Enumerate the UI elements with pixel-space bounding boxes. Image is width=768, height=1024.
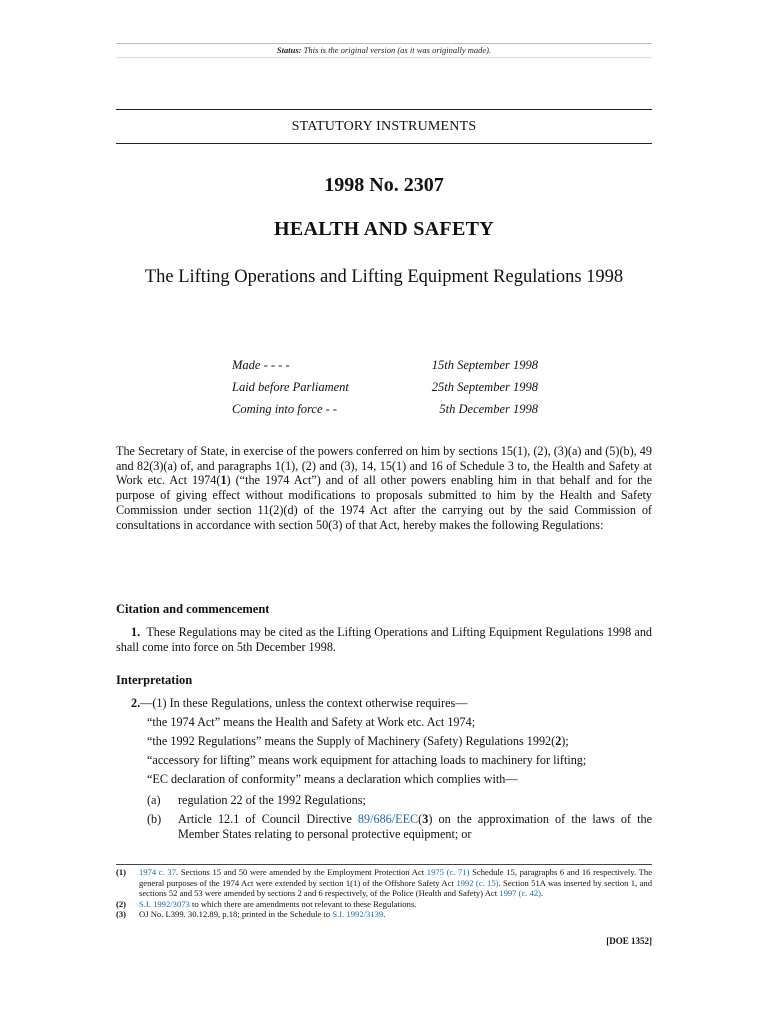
header-bottom-rule bbox=[116, 143, 652, 144]
item-text: ( bbox=[418, 812, 423, 826]
footnote-text: . bbox=[383, 909, 386, 920]
footnote-text: . bbox=[541, 888, 544, 899]
footnote-number: (3) bbox=[116, 909, 127, 920]
regulation-number: 1. bbox=[131, 625, 141, 639]
citation-heading: Citation and commencement bbox=[116, 602, 270, 616]
date-label: Coming into force - - bbox=[232, 402, 338, 416]
footnote-3 bbox=[116, 909, 652, 920]
interpretation-heading: Interpretation bbox=[116, 673, 193, 687]
footnote-1 bbox=[116, 867, 652, 899]
footnote-ref[interactable]: 3 bbox=[422, 812, 429, 826]
footnote-text: . Section 51A was inserted by section 1, and sections 52 and 53 were amended by sections 2 and 6 respectively, of the Police (Health and Safety) Act bbox=[139, 877, 653, 899]
footnote-text: OJ No. L399. 30.12.89, p.18; printed in the Schedule to bbox=[139, 909, 333, 920]
header-top-rule bbox=[116, 109, 652, 110]
series-heading: STATUTORY INSTRUMENTS bbox=[291, 119, 477, 134]
preamble-text: The Secretary of State, in exercise of the powers conferred on him by sections 15(1), (2), (3)(a) and (5)(b), 49 and 82(3)(a) of, and paragraphs 1(1), (2) and (3), 14, 15(1) and 16 of Schedule 3 to, the Health and Safety at Work etc. Act 1974( bbox=[116, 444, 652, 488]
date-value: 5th December 1998 bbox=[439, 402, 538, 416]
status-label: Status: bbox=[276, 45, 302, 55]
item-a-label: (a) bbox=[147, 793, 161, 807]
si-link[interactable]: S.I. 1992/3139 bbox=[332, 909, 384, 920]
regulation-2-intro bbox=[131, 696, 652, 711]
footnote-number: (1) bbox=[116, 867, 127, 877]
definition-accessory: “accessory for lifting” means work equipment for attaching loads to machinery for lifting; bbox=[147, 753, 587, 767]
directive-link[interactable]: 89/686/EEC bbox=[357, 812, 419, 826]
si-link[interactable]: S.I. 1992/3073 bbox=[139, 898, 190, 909]
date-row-force bbox=[232, 398, 538, 420]
date-row-laid bbox=[232, 376, 538, 398]
act-link[interactable]: 1997 (c. 42) bbox=[499, 888, 542, 899]
status-bar bbox=[116, 43, 652, 58]
item-b-label: (b) bbox=[147, 812, 162, 826]
footnote-2 bbox=[116, 899, 652, 910]
si-number: 1998 No. 2307 bbox=[324, 174, 444, 196]
date-row-made bbox=[232, 354, 538, 376]
regulation-text: —(1) In these Regulations, unless the context otherwise requires— bbox=[140, 696, 468, 710]
definition-ec-declaration: “EC declaration of conformity” means a declaration which complies with— bbox=[147, 772, 518, 786]
item-text: ) on the approximation of the laws of the Member States relating to personal protective equipment; or bbox=[178, 812, 653, 841]
date-label: Laid before Parliament bbox=[232, 380, 349, 394]
status-text: This is the original version (as it was originally made). bbox=[303, 45, 492, 55]
doe-reference: [DOE 1352] bbox=[606, 936, 652, 946]
dates-table bbox=[232, 354, 538, 420]
footnote-ref[interactable]: 2 bbox=[555, 734, 562, 748]
date-value: 25th September 1998 bbox=[431, 380, 538, 394]
subject-heading: HEALTH AND SAFETY bbox=[274, 218, 494, 240]
footnote-rule bbox=[116, 864, 652, 865]
definition-1992-regs bbox=[147, 734, 652, 749]
footnote-text: . Sections 15 and 50 were amended by the Employment Protection Act bbox=[176, 867, 427, 877]
item-a-text: regulation 22 of the 1992 Regulations; bbox=[178, 793, 366, 807]
regulation-1 bbox=[116, 625, 652, 655]
act-link[interactable]: 1974 c. 37 bbox=[139, 867, 176, 877]
definition-text: ); bbox=[561, 734, 569, 748]
definition-1974-act: “the 1974 Act” means the Health and Safety at Work etc. Act 1974; bbox=[147, 715, 476, 729]
footnote-number: (2) bbox=[116, 898, 127, 909]
regulation-text: These Regulations may be cited as the Lifting Operations and Lifting Equipment Regulations 1998 and shall come into force on 5th December 1998. bbox=[116, 625, 653, 654]
footnote-ref[interactable]: 1 bbox=[220, 473, 227, 488]
item-text: Article 12.1 of Council Directive bbox=[178, 812, 358, 826]
preamble bbox=[116, 444, 652, 532]
regulations-title: The Lifting Operations and Lifting Equipment Regulations 1998 bbox=[144, 267, 624, 287]
preamble-text: ) (“the 1974 Act”) and of all other powers enabling him in that behalf and for the purpose of giving effect without modifications to proposals submitted to him by the Health and Safety Commission under section 11(2)(d) of the 1974 Act after the carrying out by the said Commission of consultations in accordance with section 50(3) of that Act, hereby makes the following Regulations: bbox=[116, 473, 652, 532]
definition-text: “the 1992 Regulations” means the Supply of Machinery (Safety) Regulations 1992( bbox=[147, 734, 556, 748]
date-value: 15th September 1998 bbox=[431, 358, 538, 372]
item-b-text bbox=[178, 812, 652, 842]
regulation-number: 2. bbox=[131, 696, 141, 710]
footnote-text: to which there are amendments not relevant to these Regulations. bbox=[189, 898, 417, 909]
footnotes bbox=[116, 867, 652, 920]
date-label: Made - - - - bbox=[232, 358, 290, 372]
act-link[interactable]: 1992 (c. 15) bbox=[456, 877, 499, 888]
act-link[interactable]: 1975 (c. 71) bbox=[426, 867, 470, 877]
footnote-text: Schedule 15, paragraphs 6 and 16 respectively. The general purposes of the 1974 Act were extended by section 1(1) of the Offshore Safety Act bbox=[139, 867, 653, 888]
